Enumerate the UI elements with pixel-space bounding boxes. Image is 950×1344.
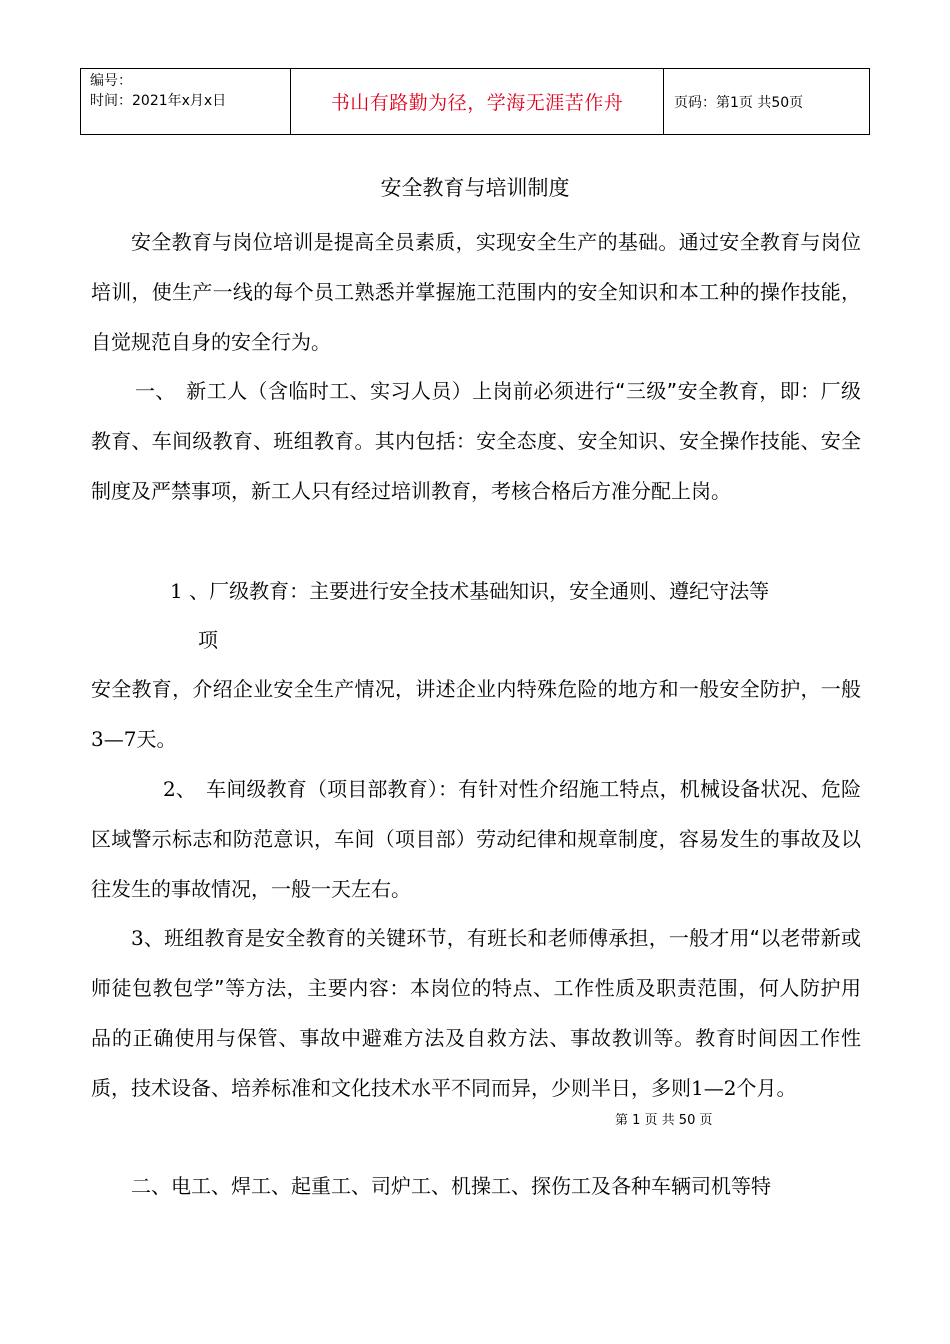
intro-paragraph: 安全教育与岗位培训是提高全员素质，实现安全生产的基础。通过安全教育与岗位培训，使生产一线的每个员工熟悉并掌握施工范围内的安全知识和本工种的操作技能，自觉规范自身的安全行为。 (91, 230, 861, 354)
item-1-line-1: 、厂级教育：主要进行安全技术基础知识，安全通则、遵纪守法等 (189, 579, 770, 603)
page-label: 页码：第1页 共50页 (674, 94, 804, 111)
item-3-number: 3 (131, 926, 144, 950)
section-1-paragraph: 一、 新工人（含临时工、实习人员）上岗前必须进行“三级”安全教育，即：厂级教育、车间级教育、班组教育。其内包括：安全态度、安全知识、安全操作技能、安全制度及严禁事项，新工人只有经过培训教育，考核合格后方准分配上岗。 (91, 379, 861, 503)
item-3-unit: 个月。 (736, 1076, 797, 1100)
motto-text: 书山有路勤为径，学海无涯苦作舟 (330, 92, 624, 114)
item-2-text: 、 车间级教育（项目部教育）：有针对性介绍施工特点，机械设备状况、危险区域警示标志和防范意识，车间（项目部）劳动纪律和规章制度，容易发生的事故及以往发生的事故情况，一般一天左右。 (91, 777, 861, 901)
item-2-number: 2 (163, 777, 176, 801)
document-title: 安全教育与培训制度 (380, 176, 570, 200)
item-1-line-2: 项 (198, 628, 218, 652)
header-page-cell (664, 69, 870, 135)
item-1-number: 1 (170, 579, 183, 603)
footer-page-number: 第 1 页 共 50 页 (615, 1113, 713, 1128)
time-label: 时间：2021年x月x日 (90, 93, 227, 109)
item-3-paragraph (91, 913, 861, 1113)
item-2-paragraph (91, 764, 861, 914)
document-header-table (80, 68, 870, 135)
item-1-continuation (91, 664, 861, 764)
item-1-cont-text: 安全教育，介绍企业安全生产情况，讲述企业内特殊危险的地方和一般安全防护，一般 (91, 677, 861, 701)
item-3-range: 1—2 (691, 1076, 737, 1100)
section-2-paragraph: 二、电工、焊工、起重工、司炉工、机操工、探伤工及各种车辆司机等特 (131, 1174, 771, 1198)
header-motto-cell (291, 69, 664, 135)
number-label: 编号： (90, 73, 132, 89)
header-meta-cell (81, 69, 291, 135)
item-1-heading (170, 566, 862, 616)
item-1-days-unit: 天。 (136, 727, 177, 751)
item-1-days: 3—7 (91, 727, 137, 751)
item-3-text: 、班组教育是安全教育的关键环节，有班长和老师傅承担，一般才用“以老带新或师徒包教包学”等方法，主要内容：本岗位的特点、工作性质及职责范围，何人防护用品的正确使用与保管、事故中避难方法及自救方法、事故教训等。教育时间因工作性质，技术设备、培养标准和文化技术水平不同而异，少则半日，多则 (91, 926, 861, 1100)
